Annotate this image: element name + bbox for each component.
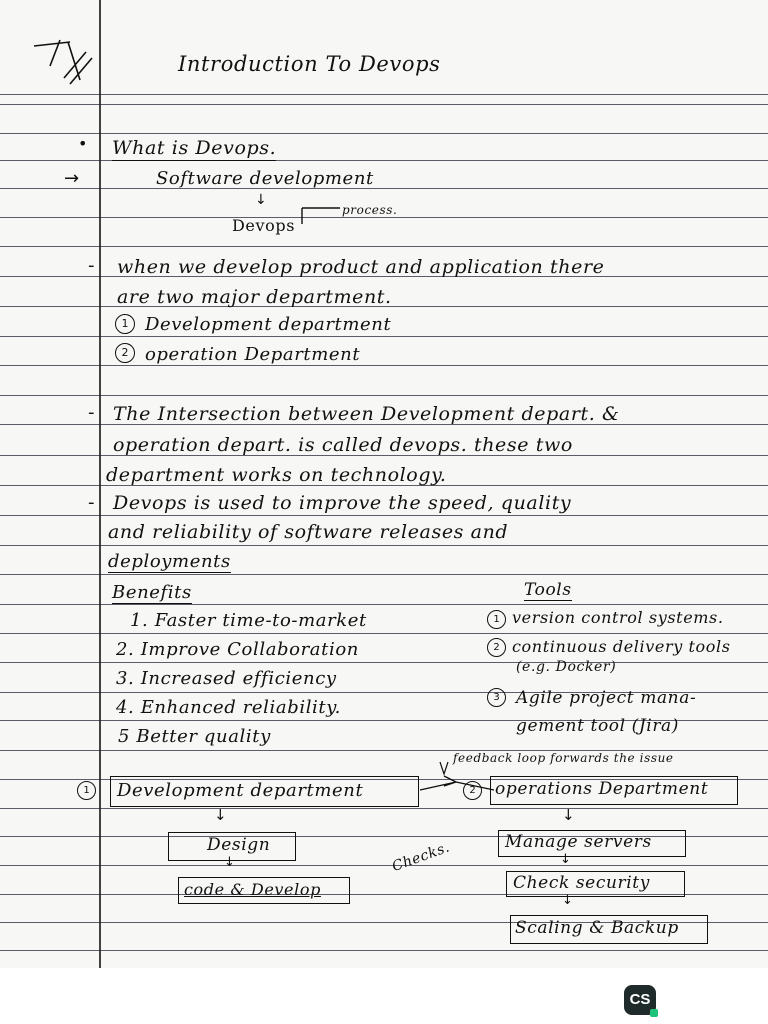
operations-department-box [490, 776, 738, 805]
code-develop-label: code & Develop [184, 880, 321, 899]
circled-number-2: 2 [115, 343, 135, 363]
ruled-line [0, 395, 768, 396]
flow-note: process. [342, 203, 398, 217]
page-title: Introduction To Devops [178, 52, 441, 76]
scaling-backup-label: Scaling & Backup [515, 918, 679, 938]
check-security-label: Check security [513, 873, 650, 893]
manage-servers-box [498, 830, 686, 857]
arrow-down-icon: ↓ [562, 893, 573, 908]
ruled-line [0, 604, 768, 605]
benefit-item: 2. Improve Collaboration [116, 639, 359, 660]
code-develop-box [178, 877, 350, 904]
para2-line1: The Intersection between Development depart. & [113, 403, 620, 425]
dash-bullet: - [88, 255, 95, 276]
circled-number-2: 2 [463, 781, 482, 800]
ruled-line [0, 133, 768, 134]
check-security-box [506, 871, 685, 897]
bracket-pointer-icon [300, 206, 344, 228]
para2-line2: operation depart. is called devops. these two [113, 434, 573, 456]
operations-department-label: operations Department [495, 779, 709, 799]
arrow-down-icon: ↓ [562, 806, 575, 824]
scaling-backup-box [510, 915, 708, 944]
benefit-item: 1. Faster time-to-market [130, 610, 367, 631]
arrow-down-icon: ↓ [224, 855, 235, 870]
checks-label: Checks. [390, 839, 453, 876]
dash-bullet: - [88, 402, 95, 423]
ruled-line [0, 515, 768, 516]
section-heading: What is Devops. [112, 137, 277, 159]
margin-line [99, 0, 101, 968]
para3-line2: and reliability of software releases and [108, 521, 509, 543]
ruled-line [0, 94, 768, 95]
para1-line1: when we develop product and application there [117, 256, 605, 278]
circled-number-2: 2 [487, 638, 506, 657]
tools-title: Tools [524, 580, 572, 600]
ruled-line [0, 104, 768, 105]
arrow-down-icon: ↓ [255, 192, 267, 208]
ruled-line [0, 633, 768, 634]
benefits-title: Benefits [112, 582, 192, 603]
ruled-line [0, 545, 768, 546]
para1-line2: are two major department. [117, 286, 392, 308]
tool-item: continuous delivery tools [512, 637, 731, 656]
design-label: Design [207, 835, 271, 855]
para1-item2: operation Department [145, 344, 361, 365]
para3-line3: deployments [108, 551, 231, 572]
circled-number-1: 1 [487, 610, 506, 629]
flow-top-text: Software development [156, 168, 374, 189]
manage-servers-label: Manage servers [505, 832, 652, 852]
tool-item: Agile project mana- [516, 688, 697, 708]
ruled-line [0, 365, 768, 366]
ruled-line [0, 574, 768, 575]
feedback-label: feedback loop forwards the issue [453, 751, 674, 765]
ruled-line [0, 246, 768, 247]
arrow-down-icon: ↓ [214, 806, 227, 824]
corner-scribble-mark [30, 38, 94, 88]
benefit-item: 3. Increased efficiency [116, 668, 337, 689]
benefit-item: 4. Enhanced reliability. [116, 697, 341, 718]
ruled-line [0, 865, 768, 866]
circled-number-3: 3 [487, 688, 506, 707]
circled-number-1: 1 [115, 314, 135, 334]
ruled-line [0, 950, 768, 951]
ruled-line [0, 336, 768, 337]
camscanner-logo: CS [624, 985, 656, 1015]
ruled-line [0, 217, 768, 218]
tool-item: gement tool (Jira) [516, 716, 680, 736]
ruled-line [0, 662, 768, 663]
bullet-dot: • [78, 134, 88, 153]
development-department-box [110, 776, 419, 807]
flow-bottom-text: Devops [232, 216, 296, 235]
benefit-item: 5 Better quality [118, 726, 271, 747]
para3-line1: Devops is used to improve the speed, quality [113, 492, 572, 514]
para1-item1: Development department [145, 314, 392, 335]
arrow-down-icon: ↓ [560, 852, 571, 867]
dash-bullet: - [88, 492, 95, 513]
para2-line3: department works on technology. [106, 464, 447, 486]
tool-item: (e.g. Docker) [516, 659, 617, 675]
feedback-arrow-icon [416, 760, 496, 800]
arrow-right-icon: → [64, 168, 80, 189]
ruled-line [0, 808, 768, 809]
circled-number-1: 1 [77, 781, 96, 800]
tool-item: version control systems. [512, 608, 724, 627]
development-department-label: Development department [117, 780, 364, 801]
ruled-line [0, 188, 768, 189]
